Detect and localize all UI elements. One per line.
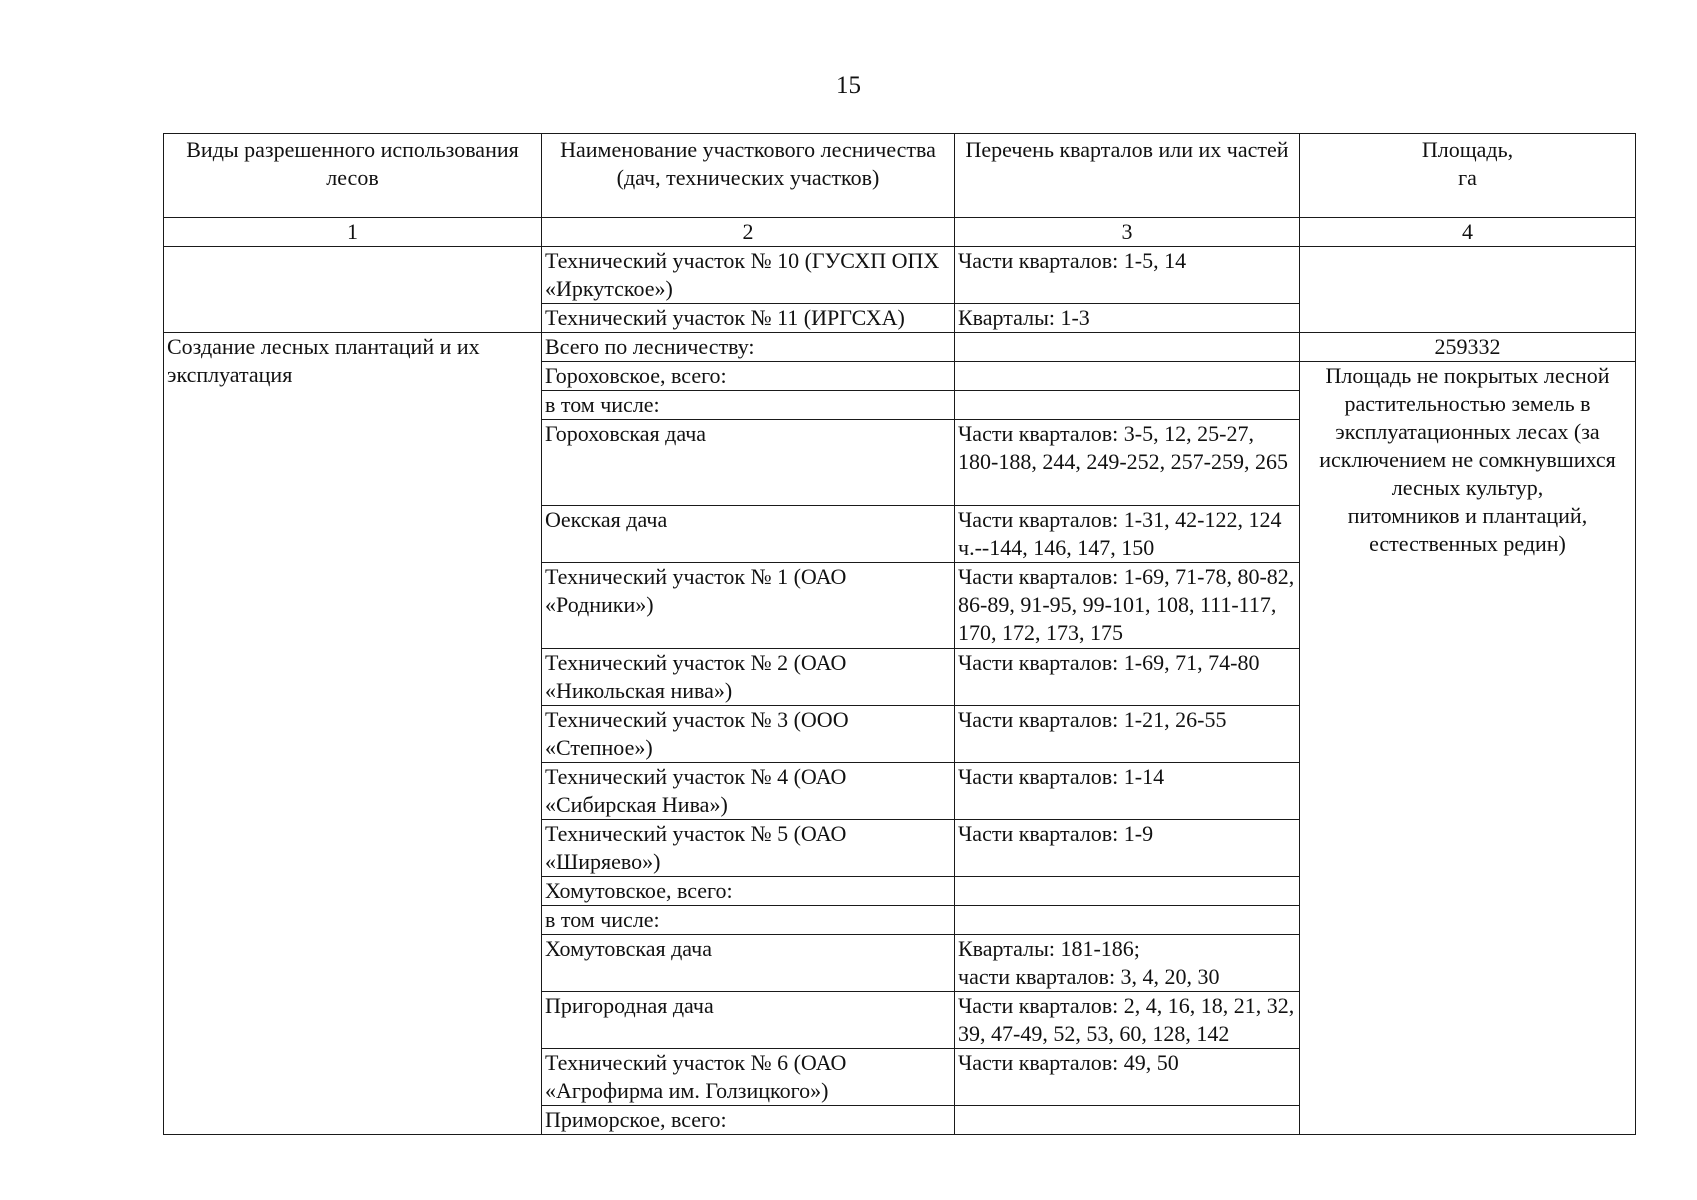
forestry-name-cell: Хомутовское, всего: — [542, 877, 955, 906]
forestry-name-cell: Всего по лесничеству: — [542, 333, 955, 362]
quarters-cell — [955, 333, 1300, 362]
quarters-cell: Части кварталов: 1-31, 42-122, 124 ч.--144, 146, 147, 150 — [955, 506, 1300, 563]
forestry-name-cell: Гороховская дача — [542, 420, 955, 506]
forestry-name-cell: Технический участок № 5 (ОАО «Ширяево») — [542, 820, 955, 877]
column-number: 3 — [955, 218, 1300, 247]
quarters-cell: Части кварталов: 2, 4, 16, 18, 21, 32, 39, 47-49, 52, 53, 60, 128, 142 — [955, 992, 1300, 1049]
quarters-cell — [955, 906, 1300, 935]
forestry-name-cell: Приморское, всего: — [542, 1106, 955, 1135]
area-note-cell: Площадь не покрытых лесной растительностью земель в эксплуатационных лесах (за исключением не сомкнувшихся лесных культур, питомников и плантаций, естественных редин) — [1300, 362, 1636, 1135]
column-number: 4 — [1300, 218, 1636, 247]
quarters-cell: Части кварталов: 1-5, 14 — [955, 247, 1300, 304]
forestry-name-cell: Технический участок № 6 (ОАО «Агрофирма им. Голзицкого») — [542, 1049, 955, 1106]
forestry-name-cell: Технический участок № 3 (ООО «Степное») — [542, 706, 955, 763]
quarters-cell: Части кварталов: 1-14 — [955, 763, 1300, 820]
quarters-cell: Части кварталов: 1-69, 71-78, 80-82, 86-89, 91-95, 99-101, 108, 111-117, 170, 172, 173, 175 — [955, 563, 1300, 649]
forestry-name-cell: в том числе: — [542, 391, 955, 420]
column-number: 1 — [164, 218, 542, 247]
quarters-cell: Части кварталов: 3-5, 12, 25-27, 180-188, 244, 249-252, 257-259, 265 — [955, 420, 1300, 506]
area-cell-empty — [1300, 247, 1636, 333]
table-header-row — [164, 134, 1636, 218]
forestry-name-cell: Хомутовская дача — [542, 935, 955, 992]
forestry-name-cell: Технический участок № 4 (ОАО «Сибирская Нива») — [542, 763, 955, 820]
header-forestry-name: Наименование участкового лесничества (дач, технических участков) — [542, 134, 955, 218]
quarters-cell: Кварталы: 181-186; части кварталов: 3, 4, 20, 30 — [955, 935, 1300, 992]
table-row — [164, 333, 1636, 362]
column-number-row — [164, 218, 1636, 247]
use-type-cell: Создание лесных плантаций и их эксплуатация — [164, 333, 542, 1135]
forestry-name-cell: Гороховское, всего: — [542, 362, 955, 391]
quarters-cell: Кварталы: 1-3 — [955, 304, 1300, 333]
forest-use-table — [163, 133, 1636, 1135]
forestry-name-cell: Технический участок № 10 (ГУСХП ОПХ «Иркутское») — [542, 247, 955, 304]
header-quarters: Перечень кварталов или их частей — [955, 134, 1300, 218]
forestry-name-cell: Технический участок № 2 (ОАО «Никольская нива») — [542, 649, 955, 706]
quarters-cell: Части кварталов: 49, 50 — [955, 1049, 1300, 1106]
total-area-cell: 259332 — [1300, 333, 1636, 362]
forestry-name-cell: в том числе: — [542, 906, 955, 935]
header-area: Площадь, га — [1300, 134, 1636, 218]
quarters-cell — [955, 877, 1300, 906]
quarters-cell — [955, 1106, 1300, 1135]
forestry-name-cell: Технический участок № 11 (ИРГСХА) — [542, 304, 955, 333]
quarters-cell: Части кварталов: 1-21, 26-55 — [955, 706, 1300, 763]
column-number: 2 — [542, 218, 955, 247]
header-use-type: Виды разрешенного использования лесов — [164, 134, 542, 218]
table-row — [164, 247, 1636, 304]
quarters-cell: Части кварталов: 1-9 — [955, 820, 1300, 877]
quarters-cell — [955, 362, 1300, 391]
forestry-name-cell: Пригородная дача — [542, 992, 955, 1049]
page-number: 15 — [836, 72, 861, 99]
use-type-cell-empty — [164, 247, 542, 333]
forestry-name-cell: Технический участок № 1 (ОАО «Родники») — [542, 563, 955, 649]
forestry-name-cell: Оекская дача — [542, 506, 955, 563]
quarters-cell — [955, 391, 1300, 420]
quarters-cell: Части кварталов: 1-69, 71, 74-80 — [955, 649, 1300, 706]
